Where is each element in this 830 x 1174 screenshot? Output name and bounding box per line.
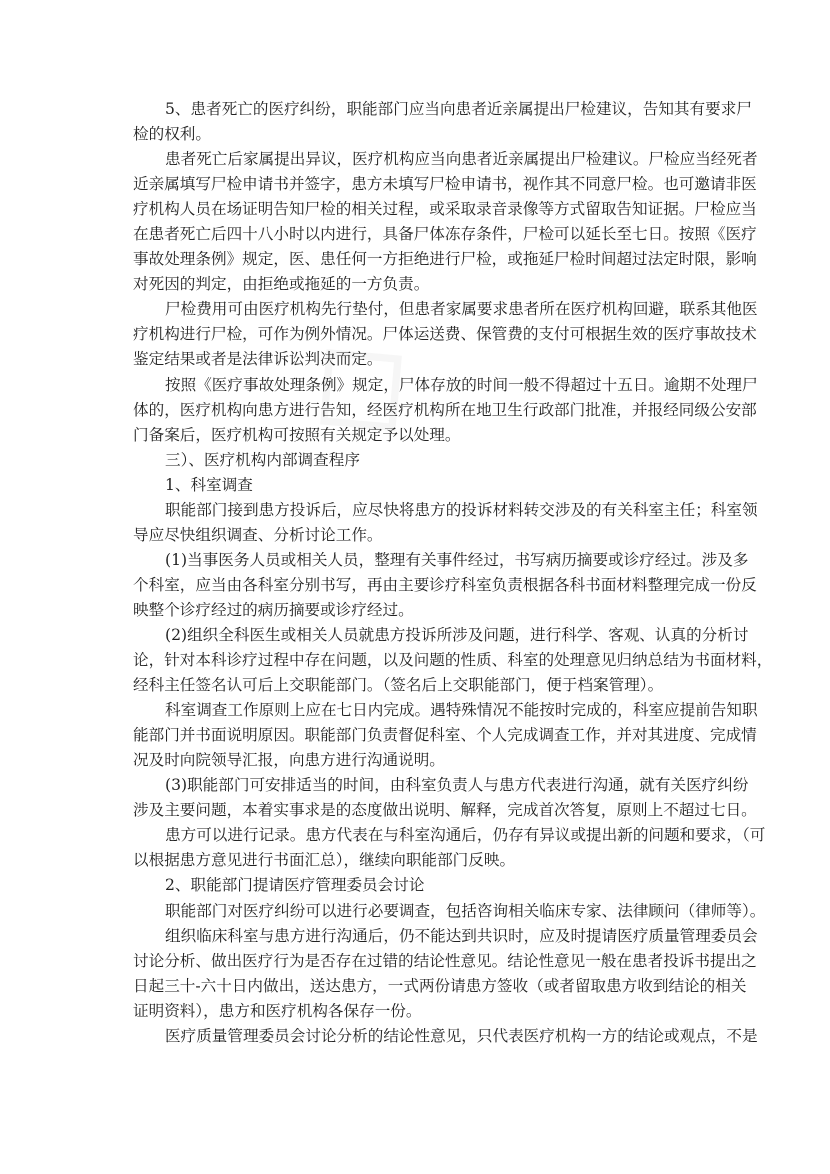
paragraph bbox=[133, 924, 758, 1024]
text-line: 职能部门对医疗纠纷可以进行必要调查，包括咨询相关临床专家、法律顾问（律师等）。 bbox=[165, 901, 766, 920]
text-line: 医疗质量管理委员会讨论分析的结论性意见，只代表医疗机构一方的结论或观点，不是 bbox=[165, 1026, 758, 1045]
text-line: 5、患者死亡的医疗纠纷，职能部门应当向患者近亲属提出尸检建议，告知其有要求尸 bbox=[165, 100, 752, 118]
paragraph bbox=[133, 823, 766, 873]
text-line: 三）、医疗机构内部调查程序 bbox=[165, 450, 360, 469]
paragraph bbox=[133, 373, 758, 448]
text-line: 在患者死亡后四十八小时以内进行，具备尸体冻存条件，尸检可以延长至七日。按照《医疗 bbox=[133, 225, 757, 244]
text-line: 经科主任签名认可后上交职能部门。（签名后上交职能部门，便于档案管理）。 bbox=[133, 676, 664, 695]
text-line: 导应尽快组织调查、分析讨论工作。 bbox=[133, 525, 383, 544]
text-line: (3)职能部门可安排适当的时间，由科室负责人与患方代表进行沟通，就有关医疗纠纷 bbox=[165, 776, 749, 795]
paragraph bbox=[133, 623, 773, 698]
text-line: 论，针对本科诊疗过程中存在问题，以及问题的性质、科室的处理意见归纳总结为书面材料， bbox=[133, 651, 773, 670]
text-line: 科室调查工作原则上应在七日内完成。遇特殊情况不能按时完成的，科室应提前告知职 bbox=[165, 701, 758, 720]
text-line: 1、科室调查 bbox=[165, 475, 253, 494]
text-line: 职能部门接到患方投诉后，应尽快将患方的投诉材料转交涉及的有关科室主任；科室领 bbox=[165, 500, 758, 519]
text-line: 证明资料），患方和医疗机构各保存一份。 bbox=[133, 1001, 422, 1020]
text-line: 况及时向院领导汇报，向患方进行沟通说明。 bbox=[133, 751, 445, 770]
paragraph bbox=[133, 1024, 758, 1049]
text-line: 组织临床科室与患方进行沟通后，仍不能达到共识时，应及时提请医疗质量管理委员会 bbox=[165, 926, 758, 945]
text-line: 鉴定结果或者是法律诉讼判决而定。 bbox=[133, 350, 383, 369]
paragraph bbox=[133, 473, 701, 498]
text-line: 涉及主要问题，本着实事求是的态度做出说明、解释，完成首次答复，原则上不超过七日。 bbox=[133, 801, 757, 820]
text-line: 能部门并书面说明原因。职能部门负责督促科室、个人完成调查工作，并对其进度、完成情 bbox=[133, 726, 757, 745]
paragraph bbox=[133, 97, 752, 147]
text-line: 按照《医疗事故处理条例》规定，尸体存放的时间一般不得超过十五日。逾期不处理尸 bbox=[165, 375, 758, 394]
text-line: (2)组织全科医生或相关人员就患方投诉所涉及问题，进行科学、客观、认真的分析讨 bbox=[165, 625, 749, 644]
text-line: 近亲属填写尸检申请书并签字，患方未填写尸检申请书，视作其不同意尸检。也可邀请非医 bbox=[133, 175, 757, 194]
text-line: 体的，医疗机构向患方进行告知，经医疗机构所在地卫生行政部门批准，并报经同级公安部 bbox=[133, 400, 757, 419]
text-line: 映整个诊疗经过的病历摘要或诊疗经过。 bbox=[133, 600, 414, 619]
text-line: 个科室，应当由各科室分别书写，再由主要诊疗科室负责根据各科书面材料整理完成一份反 bbox=[133, 575, 757, 594]
text-line: 2、职能部门提请医疗管理委员会讨论 bbox=[165, 876, 425, 895]
paragraph bbox=[133, 773, 757, 823]
text-line: 尸检费用可由医疗机构先行垫付，但患者家属要求患者所在医疗机构回避，联系其他医 bbox=[165, 300, 758, 319]
paragraph bbox=[133, 498, 758, 548]
text-line: 讨论分析、做出医疗行为是否存在过错的结论性意见。结论性意见一般在患者投诉书提出之 bbox=[133, 951, 757, 970]
paragraph bbox=[133, 297, 758, 372]
text-line: 疗机构进行尸检，可作为例外情况。尸体运送费、保管费的支付可根据生效的医疗事故技术 bbox=[133, 325, 757, 344]
text-line: 以根据患方意见进行书面汇总），继续向职能部门反映。 bbox=[133, 851, 516, 870]
text-line: 门备案后，医疗机构可按照有关规定予以处理。 bbox=[133, 425, 461, 444]
text-line: 检的权利。 bbox=[133, 125, 211, 144]
paragraph bbox=[133, 698, 758, 773]
paragraph bbox=[133, 548, 757, 623]
paragraph bbox=[133, 873, 701, 898]
text-line: 对死因的判定，由拒绝或拖延的一方负责。 bbox=[133, 275, 430, 294]
text-line: 患者死亡后家属提出异议，医疗机构应当向患者近亲属提出尸检建议。尸检应当经死者 bbox=[165, 150, 758, 169]
text-line: 日起三十-六十日内做出，送达患方，一式两份请患方签收（或者留取患方收到结论的相关 bbox=[133, 976, 747, 995]
paragraph bbox=[133, 899, 766, 924]
text-line: (1)当事医务人员或相关人员，整理有关事件经过，书写病历摘要或诊疗经过。涉及多 bbox=[165, 550, 749, 569]
document-body bbox=[133, 97, 773, 1049]
text-line: 疗机构人员在场证明告知尸检的相关过程，或采取录音录像等方式留取告知证据。尸检应当 bbox=[133, 200, 757, 219]
text-line: 事故处理条例》规定，医、患任何一方拒绝进行尸检，或拖延尸检时间超过法定时限，影响 bbox=[133, 250, 757, 269]
paragraph bbox=[133, 147, 758, 297]
text-line: 患方可以进行记录。患方代表在与科室沟通后，仍存有异议或提出新的问题和要求，（可 bbox=[165, 826, 766, 845]
paragraph bbox=[133, 448, 701, 473]
